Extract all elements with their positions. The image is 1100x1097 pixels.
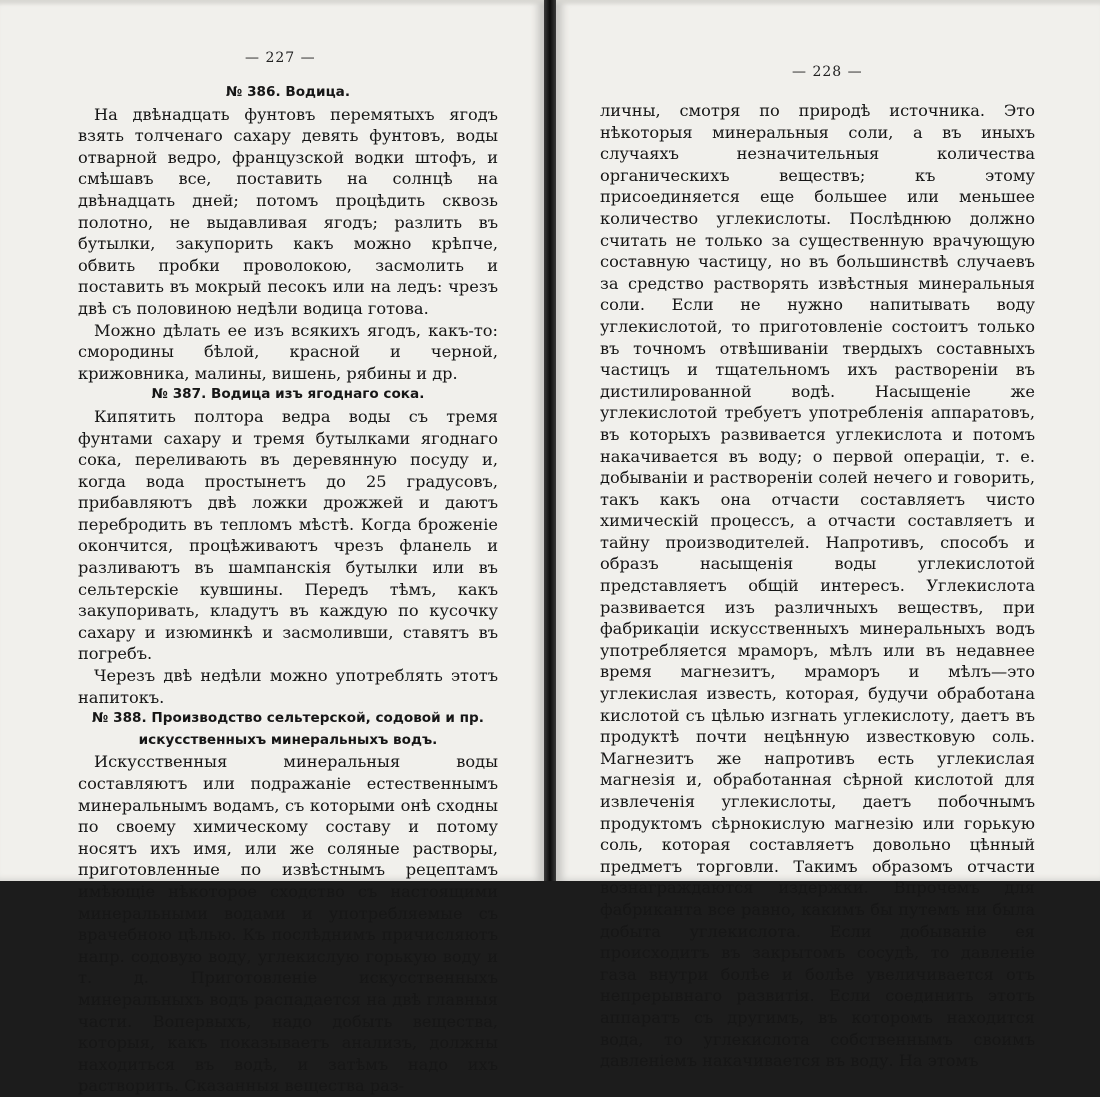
page-text [600, 100, 1035, 1072]
page-number: — 228 — [792, 64, 863, 80]
book-gutter [544, 0, 556, 881]
recipe-heading: № 387. Водица изъ ягоднаго сока. [151, 386, 425, 403]
paragraph: На двѣнадцать фунтовъ перемятыхъ ягодъ взять толченаго сахару девять фунтовъ, воды отварной ведро, французской водки штофъ, и смѣшавъ все, поставить на солнцѣ на двѣнадцать дней; потомъ процѣдить сквозь полотно, не выдавливая ягодъ; разлить въ бутылки, закупорить какъ можно крѣпче, обвить пробки проволокою, засмолить и поставить въ мокрый песокъ или на ледъ: чрезъ двѣ съ половиною недѣли водица готова. [78, 104, 498, 318]
paragraph: Кипятить полтора ведра воды съ тремя фунтами сахару и тремя бутылками ягоднаго сока, переливають въ деревянную посуду и, когда вода простынетъ до 25 градусовъ, прибавляютъ двѣ ложки дрожжей и даютъ перебродить въ тепломъ мѣстѣ. Когда броженіе окончится, процѣживаютъ чрезъ фланель и разливаютъ въ шампанскія бутылки или въ сельтерскіе кувшины. Передъ тѣмъ, какъ закупоривать, кладутъ въ каждую по кусочку сахару и изюминкѣ и засмоливши, ставятъ въ погребъ. [78, 406, 498, 664]
page-text [78, 82, 498, 1097]
paragraph: Черезъ двѣ недѣли можно употреблять этотъ напитокъ. [78, 666, 498, 707]
recipe-heading: № 386. Водица. [226, 84, 350, 100]
recipe-heading: № 388. Производство сельтерской, содовой и пр. искусственныхъ минеральныхъ водъ. [92, 710, 484, 748]
paragraph: Искусственныя минеральныя воды составляютъ или подражаніе естественнымъ минеральнымъ водамъ, съ которыми онѣ сходны по своему химическому составу и потому носятъ ихъ имя, или же соляные растворы, приготовленные по извѣстнымъ рецептамъ имѣющіе нѣкоторое сходство съ настоящими минеральными водами и употребляемые съ врачебною цѣлью. Къ послѣднимъ причисляютъ напр. содовую воду, углекислую горькую воду и т. д. Приготовленіе искусственныхъ минеральныхъ водъ распадается на двѣ главныя части. Вопервыхъ, надо добыть вещества, которыя, какъ показываетъ анализъ, должны находиться въ водѣ, и затѣмъ надо ихъ растворить. Сказанныя вещества раз- [78, 752, 498, 1096]
paragraph-continued: личны, смотря по природѣ источника. Это нѣкоторыя минеральныя соли, а въ иныхъ случаяхъ незначительныя количества органическихъ веществъ; къ этому присоединяется еще большее или меньшее количество углекислоты. Послѣднюю должно считать не только за существенную врачующую составную частицу, но въ большинствѣ случаевъ за средство растворять извѣстныя минеральныя соли. Если не нужно напитывать воду углекислотой, то приготовленіе состоитъ только въ точномъ отвѣшиваніи твердыхъ составныхъ частицъ и тщательномъ ихъ растворенiи въ дистилированной водѣ. Насыщеніе же углекислотой требуетъ употребленія аппаратовъ, въ которыхъ развивается углекислота и потомъ накачивается въ воду; о первой операціи, т. е. добываніи и растворенiи солей нечего и говорить, такъ какъ она отчасти составляетъ чисто химическій процессъ, а отчасти составляетъ и тайну производителей. Напротивъ, способъ и образъ насыщенія воды углекислотой представляетъ общій интересъ. Углекислота развивается изъ различныхъ веществъ, при фабрикаціи искусственныхъ минеральныхъ водъ употребляется мраморъ, мѣлъ или въ недавнее время магнезитъ, мраморъ и мѣлъ—это углекислая известь, которая, будучи обработана кислотой съ цѣлью изгнать углекислоту, даетъ въ продуктѣ почти нецѣнную известковую соль. Магнезитъ же напротивъ есть углекислая магнезія и, обработанная сѣрной кислотой для извлеченія углекислоты, даетъ побочнымъ продуктомъ сѣрнокислую магнезію или горькую соль, которая составляетъ довольно цѣнный предметъ торговли. Такимъ образомъ отчасти вознаграждаются издержки. Впрочемъ для фабриканта все равно, какимъ бы путемъ ни была добыта углекислота. Если добываніе ея происходитъ въ закрытомъ сосудѣ, то давленіе газа внутри болѣе и болѣе увеличивается отъ непрерывнаго развитія. Если соединить этотъ аппаратъ съ другимъ, въ которомъ находится вода, то углекислота собственнымъ своимъ давленіемъ накачивается въ воду. На этомъ [600, 101, 1035, 1071]
paragraph: Можно дѣлать ее изъ всякихъ ягодъ, какъ-то: смородины бѣлой, красной и черной, крижовника, малины, вишень, рябины и др. [78, 320, 498, 383]
page-edge-shadow [556, 0, 1100, 6]
page-number: — 227 — [245, 50, 316, 66]
page-edge-shadow [0, 0, 544, 6]
left-page [0, 0, 544, 1096]
